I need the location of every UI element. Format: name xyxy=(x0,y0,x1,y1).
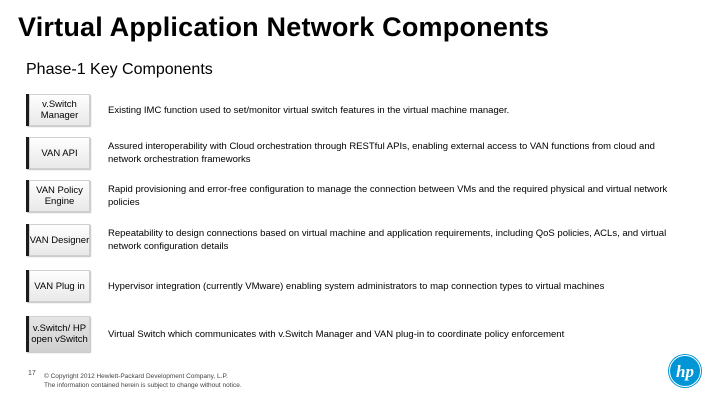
page-number: 17 xyxy=(28,370,36,377)
component-label-box: VAN Designer xyxy=(26,224,90,256)
copyright-line: © Copyright 2012 Hewlett-Packard Development Company, L.P. xyxy=(44,373,228,380)
component-label-box: VAN Policy Engine xyxy=(26,180,90,212)
hp-logo-text: hp xyxy=(676,362,694,381)
component-row xyxy=(26,137,686,169)
component-description: Virtual Switch which communicates with v.Switch Manager and VAN plug-in to coordinate policy enforcement xyxy=(108,328,565,340)
page-title: Virtual Application Network Components xyxy=(18,12,550,42)
hp-logo-icon xyxy=(667,353,703,389)
component-description: Hypervisor integration (currently VMware) enabling system administrators to map connection types to virtual machines xyxy=(108,280,605,292)
component-description: Assured interoperability with Cloud orchestration through RESTful APIs, enabling external access to VAN functions from cloud and network orchestration frameworks xyxy=(108,141,655,165)
component-row xyxy=(26,94,686,126)
component-description: Rapid provisioning and error-free configuration to manage the connection between VMs and the required physical and virtual network policies xyxy=(108,184,668,208)
component-row xyxy=(26,180,686,212)
component-description: Repeatability to design connections based on virtual machine and application requirements, including QoS policies, ACLs, and virtual network configuration details xyxy=(108,228,667,252)
component-row xyxy=(26,224,686,256)
component-label-box: VAN API xyxy=(26,137,90,169)
component-label-box: VAN Plug in xyxy=(26,270,90,302)
component-label-box: v.Switch/ HP open vSwitch xyxy=(26,316,90,352)
component-description: Existing IMC function used to set/monitor virtual switch features in the virtual machine manager. xyxy=(108,104,510,116)
copyright-notice xyxy=(44,372,242,390)
component-row xyxy=(26,316,686,352)
copyright-disclaimer: The information contained herein is subject to change without notice. xyxy=(44,382,242,389)
component-row xyxy=(26,270,686,302)
section-subtitle: Phase-1 Key Components xyxy=(26,61,213,78)
component-label-box: v.Switch Manager xyxy=(26,94,90,126)
